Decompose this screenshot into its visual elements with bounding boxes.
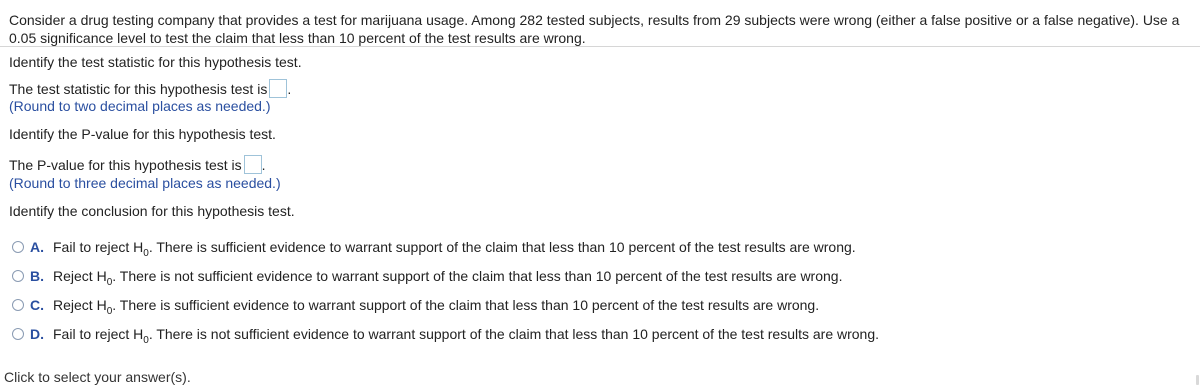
choice-text: Fail to reject $H_0$. There is sufficient evidence to warrant support of the claim that less than 10 percent of the test results are wrong. [53, 239, 856, 259]
part3-instruction: Identify the conclusion for this hypothesis test. [9, 203, 295, 219]
choice-letter: A. [30, 239, 44, 255]
choice-text: Fail to reject $H_0$. There is not sufficient evidence to warrant support of the claim that less than 10 percent of the test results are wrong. [53, 326, 880, 346]
panel-edge [1196, 375, 1199, 385]
p-value-input[interactable] [244, 155, 262, 174]
divider [0, 46, 1200, 47]
part1-statement-row [9, 79, 291, 98]
radio-button-icon[interactable] [12, 299, 24, 311]
question-prompt: Consider a drug testing company that provides a test for marijuana usage. Among 282 tested subjects, results from 29 subjects were wrong (either a false positive or a false negative). Use a 0.05 significance level to test the claim that less than 10 percent of the test results are wrong. [9, 12, 1180, 46]
part2-statement-row [9, 155, 266, 174]
choice-text: Reject $H_0$. There is not sufficient evidence to warrant support of the claim that less than 10 percent of the test results are wrong. [53, 268, 843, 288]
radio-button-icon[interactable] [12, 270, 24, 282]
test-statistic-label: The test statistic for this hypothesis test is [9, 81, 268, 97]
rounding-hint: (Round to two decimal places as needed.) [9, 98, 271, 114]
radio-button-icon[interactable] [12, 241, 24, 253]
footer-instruction: Click to select your answer(s). [4, 369, 191, 385]
choice-letter: B. [30, 268, 44, 284]
choice-text: Reject $H_0$. There is sufficient evidence to warrant support of the claim that less than 10 percent of the test results are wrong. [53, 297, 820, 317]
question-prompt-panel [0, 0, 1200, 48]
choice-letter: C. [30, 297, 44, 313]
period: . [261, 157, 266, 173]
p-value-label: The P-value for this hypothesis test is [9, 157, 242, 173]
rounding-hint: (Round to three decimal places as needed.) [9, 175, 281, 191]
radio-button-icon[interactable] [12, 328, 24, 340]
part2-instruction: Identify the P-value for this hypothesis test. [9, 126, 276, 142]
period: . [287, 81, 292, 97]
test-statistic-input[interactable] [269, 79, 287, 98]
part1-instruction: Identify the test statistic for this hypothesis test. [9, 54, 302, 70]
choice-letter: D. [30, 326, 44, 342]
